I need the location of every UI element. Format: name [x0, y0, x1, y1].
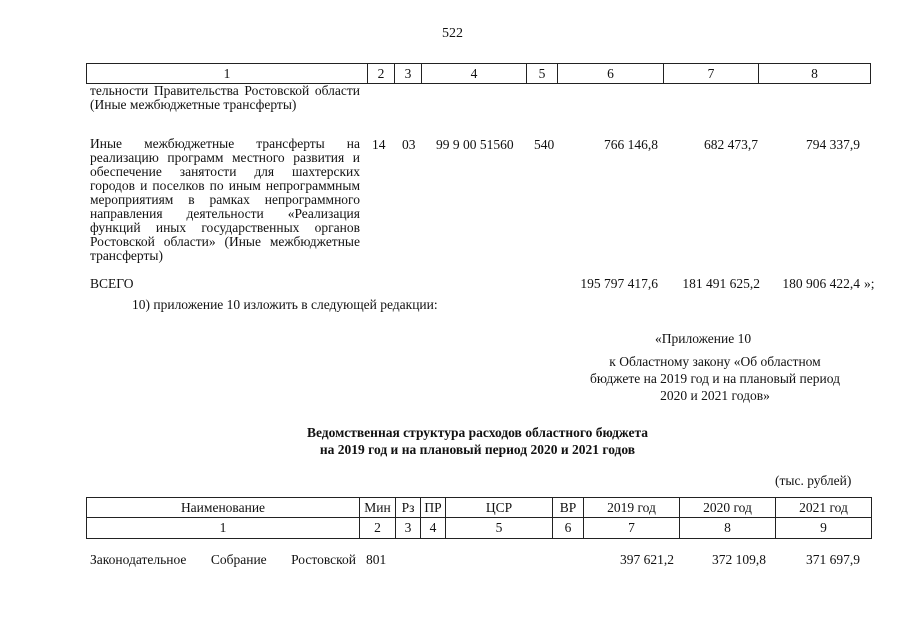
table2-head-name: Наименование [87, 498, 360, 518]
table1-row-csr: 99 9 00 51560 [436, 137, 514, 152]
table1-col-2: 2 [368, 64, 395, 84]
title-line-1: Ведомственная структура расходов областного бюджета [306, 425, 649, 440]
amendment-intro-text: 10) приложение 10 изложить в следующей редакции: [132, 297, 438, 312]
total-2020: 181 491 625,2 [682, 276, 760, 291]
table2-head-2019: 2019 год [584, 498, 680, 518]
total-2021: 180 906 422,4 [782, 276, 860, 291]
title-line-2: на 2019 год и на плановый период 2020 и 2021 годов [319, 442, 636, 457]
law-reference: к Областному закону «Об областном бюджете на 2019 год и на плановый период 2020 и 2021 годов» [590, 354, 840, 403]
document-title [0, 424, 905, 458]
table1-row-2020: 682 473,7 [704, 137, 758, 152]
table1-header [86, 63, 871, 84]
table1-row-2021: 794 337,9 [806, 137, 860, 152]
table2-row-min: 801 [366, 552, 387, 567]
table2-index-5: 5 [446, 518, 553, 539]
page-number: 522 [442, 26, 463, 41]
table2-index-6: 6 [553, 518, 584, 539]
table2-row-2020: 372 109,8 [712, 552, 766, 567]
table2-row-2019: 397 621,2 [620, 552, 674, 567]
table2-index-1: 1 [87, 518, 360, 539]
table2-index-7: 7 [584, 518, 680, 539]
table2-head-min: Мин [360, 498, 396, 518]
table2-index-3: 3 [396, 518, 421, 539]
table1-row-pr: 03 [402, 137, 416, 152]
total-2019: 195 797 417,6 [580, 276, 658, 291]
table2-head-rz: Рз [396, 498, 421, 518]
total-label: ВСЕГО [90, 276, 134, 291]
table1-col-4: 4 [422, 64, 527, 84]
table1-continuation-text: тельности Правительства Ростовской области (Иные межбюджетные трансферты) [90, 83, 360, 112]
table2-head-2020: 2020 год [680, 498, 776, 518]
table1-row-2019: 766 146,8 [604, 137, 658, 152]
units-note: (тыс. рублей) [775, 473, 852, 488]
table1-col-6: 6 [558, 64, 664, 84]
table1-col-3: 3 [395, 64, 422, 84]
table1-col-5: 5 [527, 64, 558, 84]
table2-head-vr: ВР [553, 498, 584, 518]
table2-head-csr: ЦСР [446, 498, 553, 518]
closing-quote: »; [864, 276, 875, 291]
table2-index-9: 9 [776, 518, 872, 539]
table1-col-8: 8 [759, 64, 871, 84]
table1-col-1: 1 [87, 64, 368, 84]
table1-col-7: 7 [664, 64, 759, 84]
table2-row-name: Законодательное Собрание Ростовской [90, 552, 356, 567]
table1-row-rz: 14 [372, 137, 386, 152]
table1-row-name: Иные межбюджетные трансферты на реализацию программ местного развития и обеспечение занятости для шахтерских городов и поселков по иным непрограммным мероприятиям в рамках непрограммного направления деятельности «Реализация функций иных государственных органов Ростовской области» (Иные межбюджетные трансферты) [90, 136, 360, 263]
table2-index-8: 8 [680, 518, 776, 539]
table2-row-2021: 371 697,9 [806, 552, 860, 567]
appendix-label: «Приложение 10 [655, 331, 752, 346]
table2-header [86, 497, 872, 539]
table2-index-2: 2 [360, 518, 396, 539]
table1-row-vr: 540 [534, 137, 555, 152]
table2-index-4: 4 [421, 518, 446, 539]
table2-head-pr: ПР [421, 498, 446, 518]
table2-head-2021: 2021 год [776, 498, 872, 518]
